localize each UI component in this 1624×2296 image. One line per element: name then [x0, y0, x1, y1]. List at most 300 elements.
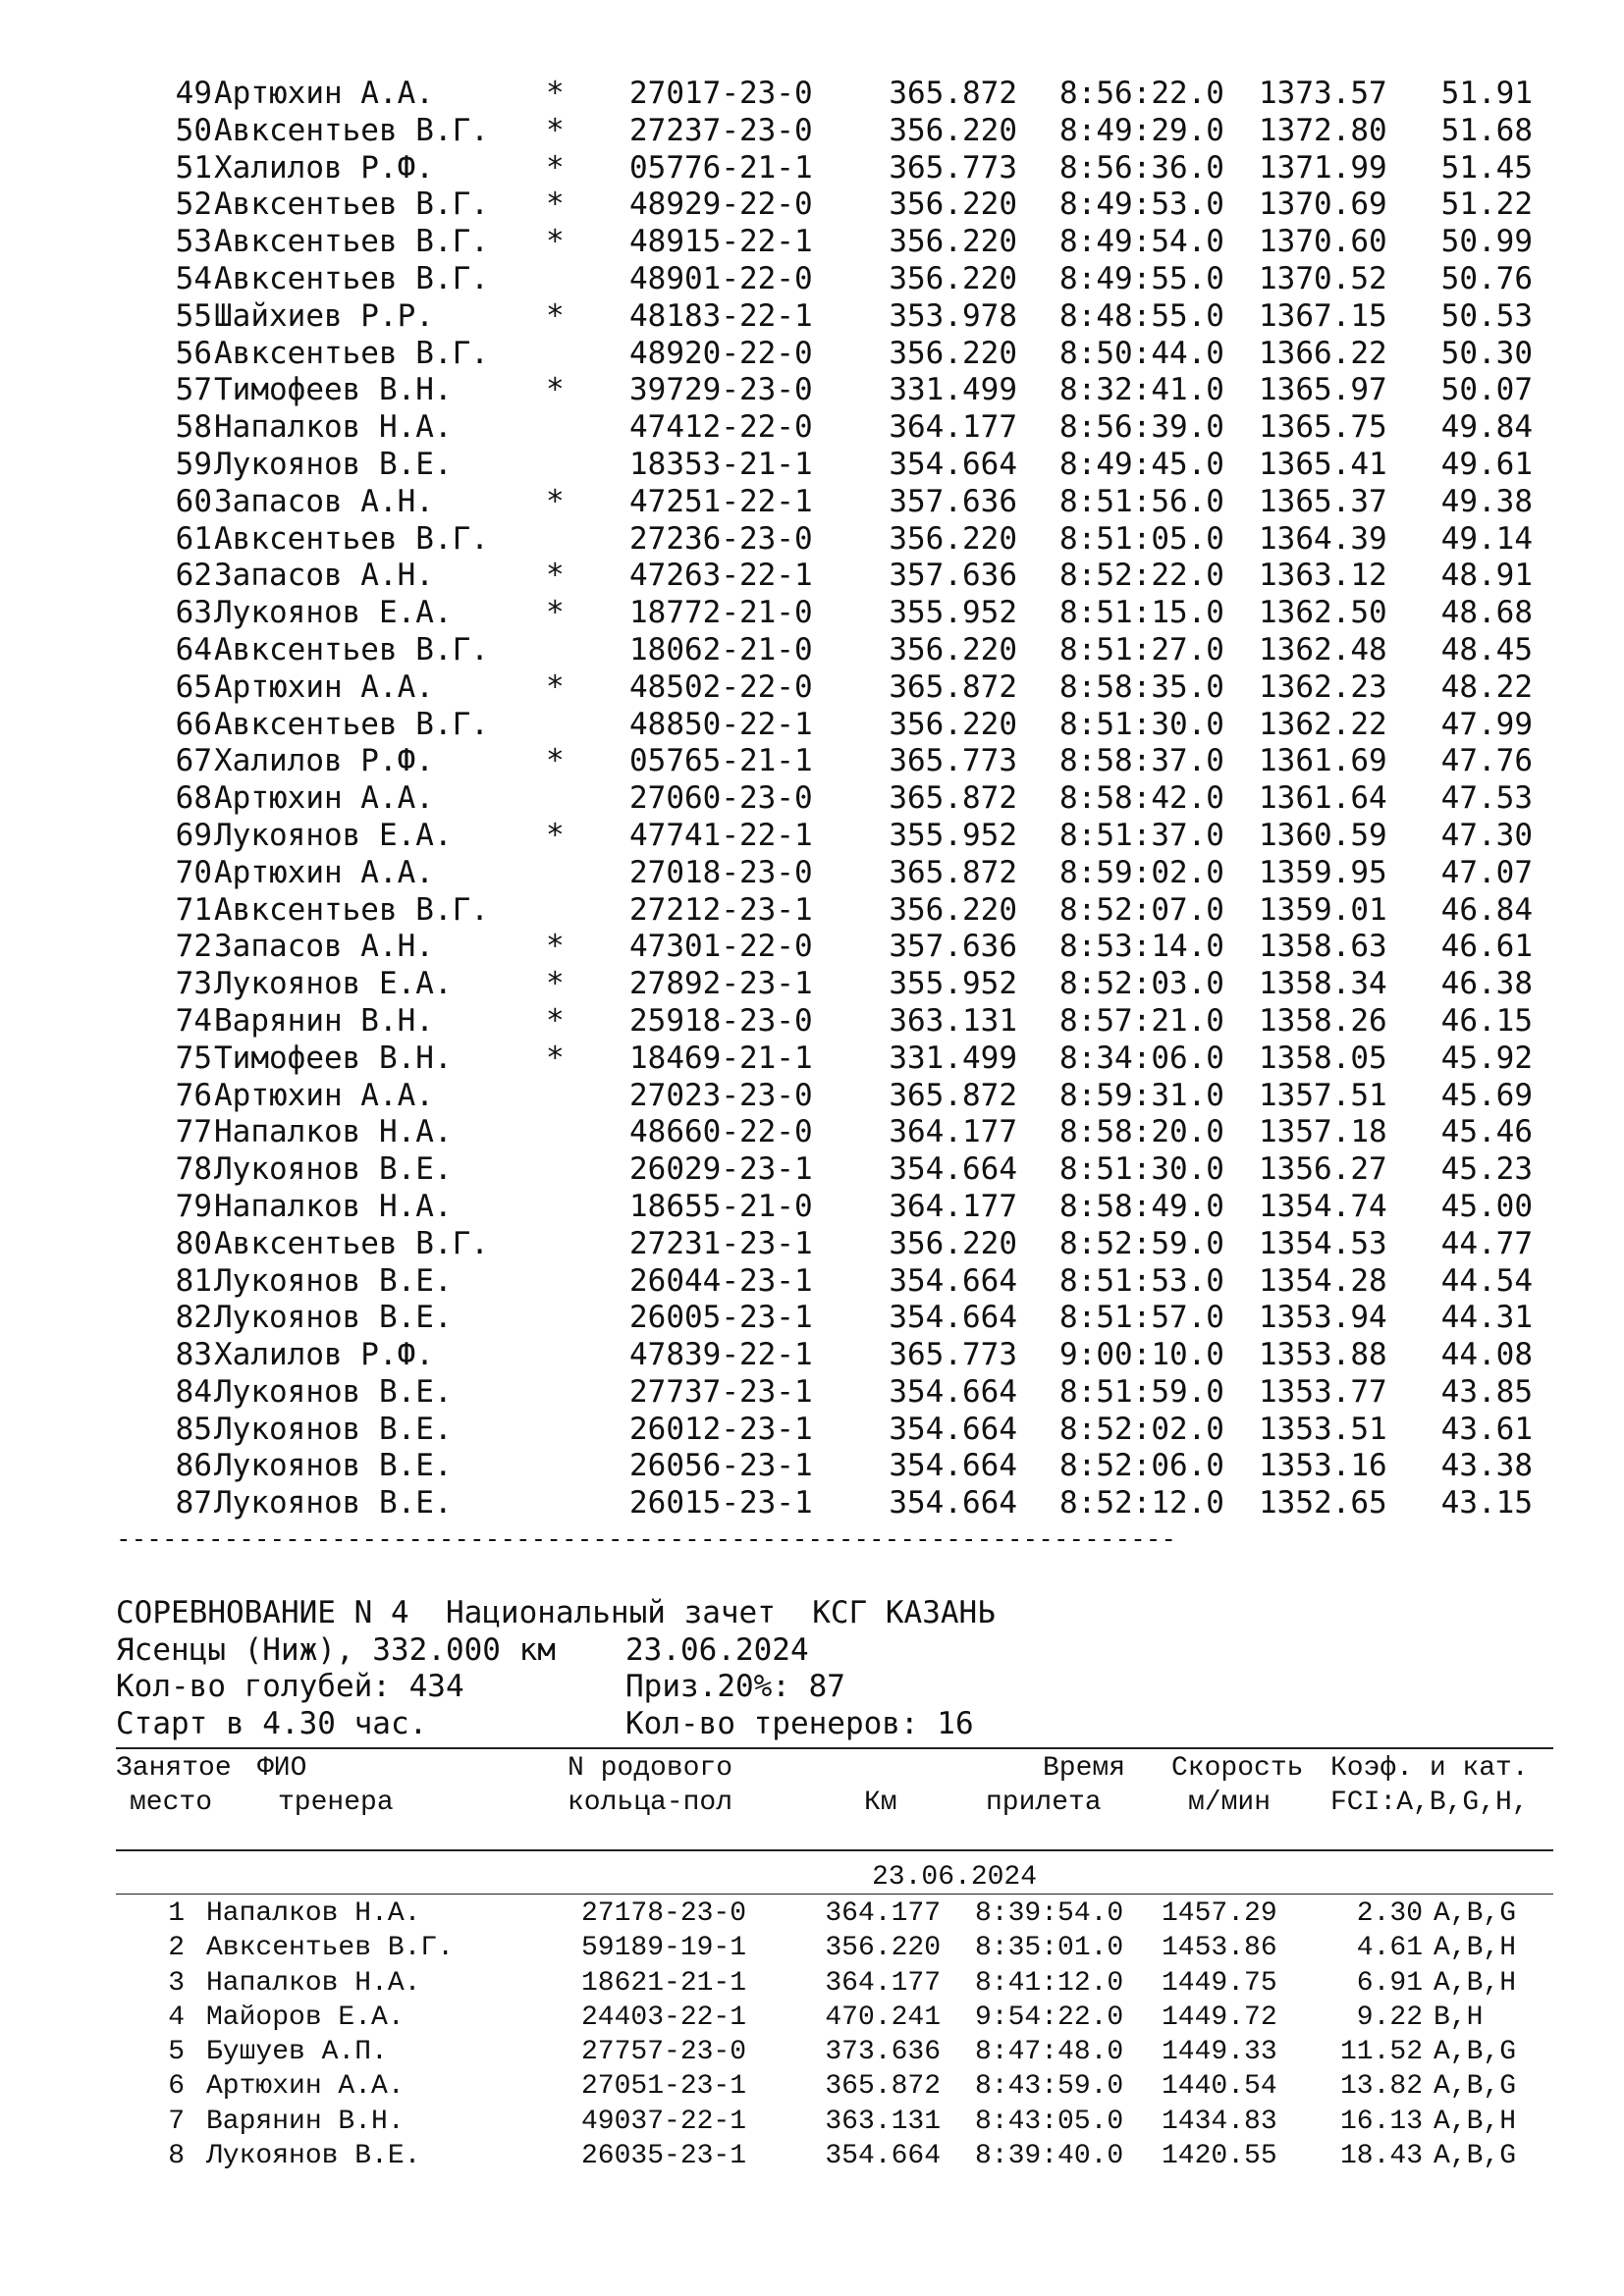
- cell-time: 8:35:01.0: [975, 1933, 1124, 1964]
- table-row: [0, 965, 1624, 1002]
- cell-star: *: [546, 187, 565, 223]
- cell-ring: 26005-23-1: [629, 1300, 813, 1336]
- cell-coef: 6.91: [1356, 1967, 1423, 1999]
- cell-star: *: [546, 558, 565, 594]
- cell-km: 356.220: [889, 335, 1017, 371]
- cell-name: Напалков Н.А.: [214, 409, 453, 446]
- cell-name: Артюхин А.А.: [214, 76, 434, 111]
- table-row: [0, 260, 1624, 297]
- cell-km: 354.664: [825, 2141, 941, 2172]
- cell-speed: 1362.50: [1259, 595, 1387, 631]
- cell-place: 73: [175, 966, 212, 1002]
- cell-ring: 27237-23-0: [629, 112, 813, 148]
- cell-ring: 18353-21-1: [629, 446, 813, 482]
- cell-time: 8:53:14.0: [1059, 929, 1224, 965]
- cell-time: 8:59:02.0: [1059, 854, 1224, 890]
- cell-ring: 26044-23-1: [629, 1262, 813, 1299]
- table-row: [0, 1336, 1624, 1373]
- cell-km: 357.636: [889, 929, 1017, 965]
- cell-km: 357.636: [889, 558, 1017, 594]
- cell-speed: 1357.51: [1259, 1077, 1387, 1113]
- cell-coef: 4.61: [1356, 1933, 1423, 1964]
- cell-place: 49: [175, 76, 212, 111]
- table-row: [0, 2105, 1624, 2139]
- cell-speed: 1365.37: [1259, 483, 1387, 519]
- cell-km: 364.177: [825, 1967, 941, 1999]
- cell-place: 8: [168, 2141, 185, 2172]
- cell-km: 365.773: [889, 743, 1017, 779]
- cell-name: Артюхин А.А.: [214, 1077, 434, 1113]
- cell-place: 57: [175, 372, 212, 408]
- cell-km: 354.664: [889, 1262, 1017, 1299]
- cell-time: 8:39:54.0: [975, 1898, 1124, 1929]
- cell-km: 331.499: [889, 1040, 1017, 1076]
- cell-km: 354.664: [889, 1485, 1017, 1522]
- cell-speed: 1361.64: [1259, 780, 1387, 817]
- header-coef-2: FCI:A,B,G,H,: [1330, 1788, 1529, 1818]
- cell-name: Лукоянов Е.А.: [214, 817, 453, 853]
- cell-km: 364.177: [889, 409, 1017, 446]
- cell-name: Лукоянов В.Е.: [214, 446, 453, 482]
- cell-name: Лукоянов В.Е.: [214, 1151, 453, 1188]
- cell-ring: 24403-22-1: [581, 2002, 747, 2033]
- results-table: [0, 1896, 1624, 2173]
- cell-time: 8:49:54.0: [1059, 224, 1224, 260]
- cell-coef: 16.13: [1339, 2106, 1423, 2137]
- cell-name: Авксентьев В.Г.: [214, 631, 489, 667]
- cell-time: 8:47:48.0: [975, 2037, 1124, 2068]
- cell-time: 8:52:03.0: [1059, 966, 1224, 1002]
- cell-coef: 13.82: [1339, 2071, 1423, 2103]
- cell-speed: 1370.69: [1259, 187, 1387, 223]
- cell-km: 354.664: [889, 1151, 1017, 1188]
- cell-ring: 27178-23-0: [581, 1898, 747, 1929]
- table-row: [0, 520, 1624, 558]
- cell-km: 365.872: [889, 780, 1017, 817]
- cell-place: 65: [175, 668, 212, 705]
- cell-name: Авксентьев В.Г.: [214, 260, 489, 296]
- header-name-2: тренера: [278, 1788, 394, 1818]
- cell-coef: 43.85: [1440, 1373, 1533, 1410]
- cell-km: 356.220: [889, 706, 1017, 742]
- cell-km: 355.952: [889, 595, 1017, 631]
- cell-km: 356.220: [889, 1225, 1017, 1261]
- table-row: [0, 483, 1624, 520]
- cell-coef: 48.22: [1440, 668, 1533, 705]
- cell-name: Авксентьев В.Г.: [214, 187, 489, 223]
- cell-place: 60: [175, 483, 212, 519]
- cell-place: 80: [175, 1225, 212, 1261]
- bird-count: Кол-во голубей: 434: [116, 1669, 464, 1704]
- cell-ring: 48929-22-0: [629, 187, 813, 223]
- table-row: [0, 1113, 1624, 1150]
- cell-coef: 48.91: [1440, 558, 1533, 594]
- cell-km: 373.636: [825, 2037, 941, 2068]
- cell-km: 355.952: [889, 966, 1017, 1002]
- cell-place: 58: [175, 409, 212, 446]
- header-rule-bottom: [116, 1849, 1553, 1851]
- cell-km: 365.773: [889, 149, 1017, 186]
- table-row: [0, 371, 1624, 408]
- cell-coef: 47.76: [1440, 743, 1533, 779]
- cell-ring: 47741-22-1: [629, 817, 813, 853]
- table-date: 23.06.2024: [872, 1862, 1038, 1893]
- cell-km: 365.872: [825, 2071, 941, 2103]
- cell-coef: 51.45: [1440, 149, 1533, 186]
- cell-place: 70: [175, 854, 212, 890]
- cell-ring: 27737-23-1: [629, 1373, 813, 1410]
- cell-place: 67: [175, 743, 212, 779]
- cell-name: Авксентьев В.Г.: [214, 520, 489, 557]
- cell-km: 470.241: [825, 2002, 941, 2033]
- cell-coef: 44.08: [1440, 1337, 1533, 1373]
- cell-cat: A,B,G: [1434, 2141, 1517, 2172]
- table-row: [0, 817, 1624, 854]
- cell-place: 64: [175, 631, 212, 667]
- table-row: [0, 742, 1624, 779]
- cell-speed: 1360.59: [1259, 817, 1387, 853]
- table-row: [0, 186, 1624, 223]
- cell-coef: 50.76: [1440, 260, 1533, 296]
- cell-km: 356.220: [889, 631, 1017, 667]
- table-row: [0, 2001, 1624, 2035]
- cell-name: Лукоянов В.Е.: [214, 1373, 453, 1410]
- table-row: [0, 1262, 1624, 1300]
- cell-ring: 48502-22-0: [629, 668, 813, 705]
- cell-name: Авксентьев В.Г.: [214, 706, 489, 742]
- cell-speed: 1354.53: [1259, 1225, 1387, 1261]
- cell-coef: 46.38: [1440, 966, 1533, 1002]
- cell-time: 8:52:59.0: [1059, 1225, 1224, 1261]
- table-row: [0, 2139, 1624, 2173]
- cell-time: 8:34:06.0: [1059, 1040, 1224, 1076]
- cell-coef: 43.38: [1440, 1448, 1533, 1484]
- cell-speed: 1457.29: [1162, 1898, 1277, 1929]
- cell-speed: 1358.34: [1259, 966, 1387, 1002]
- cell-coef: 2.30: [1356, 1898, 1423, 1929]
- prize-count: Приз.20%: 87: [625, 1669, 845, 1704]
- cell-km: 354.664: [889, 1411, 1017, 1447]
- cell-place: 75: [175, 1040, 212, 1076]
- header-speed-2: м/мин: [1188, 1788, 1272, 1818]
- cell-speed: 1449.72: [1162, 2002, 1277, 2033]
- cell-time: 8:52:22.0: [1059, 558, 1224, 594]
- cell-speed: 1440.54: [1162, 2071, 1277, 2103]
- cell-place: 72: [175, 929, 212, 965]
- cell-time: 8:52:07.0: [1059, 891, 1224, 928]
- cell-speed: 1366.22: [1259, 335, 1387, 371]
- cell-place: 50: [175, 112, 212, 148]
- cell-ring: 27023-23-0: [629, 1077, 813, 1113]
- cell-cat: A,B,G: [1434, 1898, 1517, 1929]
- cell-name: Шайхиев Р.Р.: [214, 297, 434, 334]
- competition-title: СОРЕВНОВАНИЕ N 4 Национальный зачет КСГ КАЗАНЬ: [116, 1595, 996, 1630]
- cell-star: *: [546, 149, 565, 186]
- cell-time: 8:50:44.0: [1059, 335, 1224, 371]
- cell-ring: 26035-23-1: [581, 2141, 747, 2172]
- cell-ring: 05765-21-1: [629, 743, 813, 779]
- cell-km: 356.220: [825, 1933, 941, 1964]
- cell-time: 8:49:29.0: [1059, 112, 1224, 148]
- cell-name: Лукоянов В.Е.: [206, 2141, 421, 2172]
- cell-speed: 1434.83: [1162, 2106, 1277, 2137]
- table-row: [0, 1150, 1624, 1188]
- cell-name: Авксентьев В.Г.: [214, 1225, 489, 1261]
- cell-ring: 27892-23-1: [629, 966, 813, 1002]
- date-rule: [116, 1894, 1553, 1895]
- cell-name: Авксентьев В.Г.: [214, 224, 489, 260]
- cell-km: 356.220: [889, 112, 1017, 148]
- cell-speed: 1367.15: [1259, 297, 1387, 334]
- table-row: [0, 446, 1624, 483]
- cell-time: 8:43:59.0: [975, 2071, 1124, 2103]
- header-place: Занятое: [116, 1753, 232, 1784]
- cell-name: Халилов Р.Ф.: [214, 743, 434, 779]
- cell-time: 8:51:56.0: [1059, 483, 1224, 519]
- table-row: [0, 1225, 1624, 1262]
- cell-name: Напалков Н.А.: [214, 1188, 453, 1224]
- cell-speed: 1372.80: [1259, 112, 1387, 148]
- header-place-2: место: [130, 1788, 213, 1818]
- header-time: Время: [1043, 1753, 1126, 1784]
- cell-ring: 48920-22-0: [629, 335, 813, 371]
- cell-km: 357.636: [889, 483, 1017, 519]
- cell-name: Запасов А.Н.: [214, 558, 434, 594]
- cell-star: *: [546, 595, 565, 631]
- cell-ring: 27060-23-0: [629, 780, 813, 817]
- cell-name: Артюхин А.А.: [206, 2071, 405, 2103]
- cell-time: 8:41:12.0: [975, 1967, 1124, 1999]
- cell-time: 8:52:06.0: [1059, 1448, 1224, 1484]
- cell-place: 83: [175, 1337, 212, 1373]
- cell-time: 8:58:20.0: [1059, 1114, 1224, 1150]
- cell-ring: 27212-23-1: [629, 891, 813, 928]
- cell-name: Варянин В.Н.: [214, 1002, 434, 1039]
- cell-place: 7: [168, 2106, 185, 2137]
- cell-name: Лукоянов В.Е.: [214, 1411, 453, 1447]
- cell-time: 8:32:41.0: [1059, 372, 1224, 408]
- cell-star: *: [546, 929, 565, 965]
- cell-name: Артюхин А.А.: [214, 854, 434, 890]
- table-row: [0, 2035, 1624, 2069]
- cell-name: Лукоянов Е.А.: [214, 966, 453, 1002]
- cell-ring: 48901-22-0: [629, 260, 813, 296]
- cell-coef: 47.53: [1440, 780, 1533, 817]
- header-coef: Коэф. и кат.: [1330, 1753, 1529, 1784]
- cell-ring: 26012-23-1: [629, 1411, 813, 1447]
- header-ring: N родового: [568, 1753, 733, 1784]
- cell-km: 354.664: [889, 1373, 1017, 1410]
- table-row: [0, 1040, 1624, 1077]
- cell-place: 77: [175, 1114, 212, 1150]
- cell-place: 51: [175, 149, 212, 186]
- cell-time: 8:56:39.0: [1059, 409, 1224, 446]
- cell-km: 355.952: [889, 817, 1017, 853]
- start-time: Старт в 4.30 час.: [116, 1705, 428, 1741]
- cell-ring: 27236-23-0: [629, 520, 813, 557]
- cell-coef: 44.54: [1440, 1262, 1533, 1299]
- cell-ring: 18772-21-0: [629, 595, 813, 631]
- cell-time: 8:57:21.0: [1059, 1002, 1224, 1039]
- cell-ring: 27017-23-0: [629, 76, 813, 111]
- cell-speed: 1365.41: [1259, 446, 1387, 482]
- table-row: [0, 408, 1624, 446]
- table-row: [0, 891, 1624, 929]
- cell-name: Лукоянов В.Е.: [214, 1448, 453, 1484]
- table-row: [0, 1411, 1624, 1448]
- cell-time: 8:49:55.0: [1059, 260, 1224, 296]
- cell-coef: 46.84: [1440, 891, 1533, 928]
- cell-name: Лукоянов В.Е.: [214, 1262, 453, 1299]
- cell-name: Артюхин А.А.: [214, 668, 434, 705]
- cell-place: 2: [168, 1933, 185, 1964]
- cell-speed: 1365.97: [1259, 372, 1387, 408]
- cell-ring: 18621-21-1: [581, 1967, 747, 1999]
- cell-coef: 44.77: [1440, 1225, 1533, 1261]
- cell-time: 8:51:27.0: [1059, 631, 1224, 667]
- cell-star: *: [546, 966, 565, 1002]
- cell-coef: 48.45: [1440, 631, 1533, 667]
- cell-ring: 47251-22-1: [629, 483, 813, 519]
- cell-speed: 1353.16: [1259, 1448, 1387, 1484]
- cell-ring: 59189-19-1: [581, 1933, 747, 1964]
- header-time-2: прилета: [986, 1788, 1102, 1818]
- cell-speed: 1353.88: [1259, 1337, 1387, 1373]
- cell-coef: 51.68: [1440, 112, 1533, 148]
- table-row: [0, 1077, 1624, 1114]
- cell-ring: 48660-22-0: [629, 1114, 813, 1150]
- cell-ring: 05776-21-1: [629, 149, 813, 186]
- cell-place: 53: [175, 224, 212, 260]
- cell-star: *: [546, 483, 565, 519]
- cell-name: Тимофеев В.Н.: [214, 372, 453, 408]
- cell-speed: 1359.01: [1259, 891, 1387, 928]
- cell-speed: 1370.60: [1259, 224, 1387, 260]
- cell-km: 356.220: [889, 187, 1017, 223]
- cell-place: 74: [175, 1002, 212, 1039]
- cell-km: 365.872: [889, 76, 1017, 111]
- cell-coef: 45.23: [1440, 1151, 1533, 1188]
- cell-coef: 45.92: [1440, 1040, 1533, 1076]
- cell-speed: 1356.27: [1259, 1151, 1387, 1188]
- cell-speed: 1370.52: [1259, 260, 1387, 296]
- cell-time: 8:51:53.0: [1059, 1262, 1224, 1299]
- table-row: [0, 631, 1624, 668]
- competition-date: 23.06.2024: [625, 1631, 809, 1668]
- cell-km: 364.177: [889, 1114, 1017, 1150]
- cell-speed: 1353.51: [1259, 1411, 1387, 1447]
- cell-speed: 1353.94: [1259, 1300, 1387, 1336]
- cell-ring: 47301-22-0: [629, 929, 813, 965]
- cell-ring: 25918-23-0: [629, 1002, 813, 1039]
- table-row: [0, 1299, 1624, 1336]
- cell-km: 356.220: [889, 260, 1017, 296]
- table-row: [0, 557, 1624, 594]
- table-row: [0, 594, 1624, 631]
- table-row: [0, 1447, 1624, 1484]
- cell-name: Запасов А.Н.: [214, 483, 434, 519]
- cell-ring: 27231-23-1: [629, 1225, 813, 1261]
- table-row: [0, 668, 1624, 706]
- cell-km: 363.131: [825, 2106, 941, 2137]
- cell-coef: 46.61: [1440, 929, 1533, 965]
- cell-place: 79: [175, 1188, 212, 1224]
- cell-coef: 9.22: [1356, 2002, 1423, 2033]
- table-row: [0, 1373, 1624, 1411]
- cell-coef: 48.68: [1440, 595, 1533, 631]
- cell-cat: A,B,G: [1434, 2071, 1517, 2103]
- cell-time: 8:58:49.0: [1059, 1188, 1224, 1224]
- cell-time: 8:51:57.0: [1059, 1300, 1224, 1336]
- cell-ring: 48915-22-1: [629, 224, 813, 260]
- cell-time: 8:51:59.0: [1059, 1373, 1224, 1410]
- cell-speed: 1352.65: [1259, 1485, 1387, 1522]
- cell-speed: 1362.22: [1259, 706, 1387, 742]
- cell-place: 85: [175, 1411, 212, 1447]
- table-row: [0, 779, 1624, 817]
- cell-place: 66: [175, 706, 212, 742]
- table-row: [0, 223, 1624, 260]
- cell-coef: 45.46: [1440, 1114, 1533, 1150]
- cell-speed: 1420.55: [1162, 2141, 1277, 2172]
- cell-speed: 1371.99: [1259, 149, 1387, 186]
- cell-km: 356.220: [889, 224, 1017, 260]
- cell-star: *: [546, 297, 565, 334]
- cell-speed: 1358.05: [1259, 1040, 1387, 1076]
- table-row: [0, 149, 1624, 187]
- cell-speed: 1354.74: [1259, 1188, 1387, 1224]
- cell-speed: 1354.28: [1259, 1262, 1387, 1299]
- cell-time: 8:56:22.0: [1059, 76, 1224, 111]
- cell-name: Варянин В.Н.: [206, 2106, 405, 2137]
- cell-name: Авксентьев В.Г.: [214, 335, 489, 371]
- table-row: [0, 854, 1624, 891]
- cell-name: Халилов Р.Ф.: [214, 1337, 434, 1373]
- cell-name: Авксентьев В.Г.: [214, 891, 489, 928]
- cell-name: Майоров Е.А.: [206, 2002, 405, 2033]
- cell-time: 8:58:42.0: [1059, 780, 1224, 817]
- header-speed: Скорость: [1171, 1753, 1304, 1784]
- cell-speed: 1362.48: [1259, 631, 1387, 667]
- cell-name: Тимофеев В.Н.: [214, 1040, 453, 1076]
- cell-ring: 39729-23-0: [629, 372, 813, 408]
- cell-star: *: [546, 76, 565, 111]
- cell-ring: 47263-22-1: [629, 558, 813, 594]
- cell-coef: 45.00: [1440, 1188, 1533, 1224]
- cell-time: 8:51:37.0: [1059, 817, 1224, 853]
- cell-time: 8:51:15.0: [1059, 595, 1224, 631]
- table-row: [0, 1896, 1624, 1931]
- cell-km: 353.978: [889, 297, 1017, 334]
- cell-place: 61: [175, 520, 212, 557]
- cell-speed: 1358.26: [1259, 1002, 1387, 1039]
- cell-time: 8:51:30.0: [1059, 1151, 1224, 1188]
- cell-star: *: [546, 1040, 565, 1076]
- cell-star: *: [546, 224, 565, 260]
- cell-place: 52: [175, 187, 212, 223]
- cell-name: Лукоянов В.Е.: [214, 1300, 453, 1336]
- table-row: [0, 297, 1624, 335]
- cell-place: 71: [175, 891, 212, 928]
- cell-time: 8:58:35.0: [1059, 668, 1224, 705]
- table-row: [0, 1002, 1624, 1040]
- cell-km: 354.664: [889, 1300, 1017, 1336]
- cell-ring: 49037-22-1: [581, 2106, 747, 2137]
- cell-ring: 26056-23-1: [629, 1448, 813, 1484]
- cell-speed: 1449.75: [1162, 1967, 1277, 1999]
- cell-coef: 50.07: [1440, 372, 1533, 408]
- cell-speed: 1362.23: [1259, 668, 1387, 705]
